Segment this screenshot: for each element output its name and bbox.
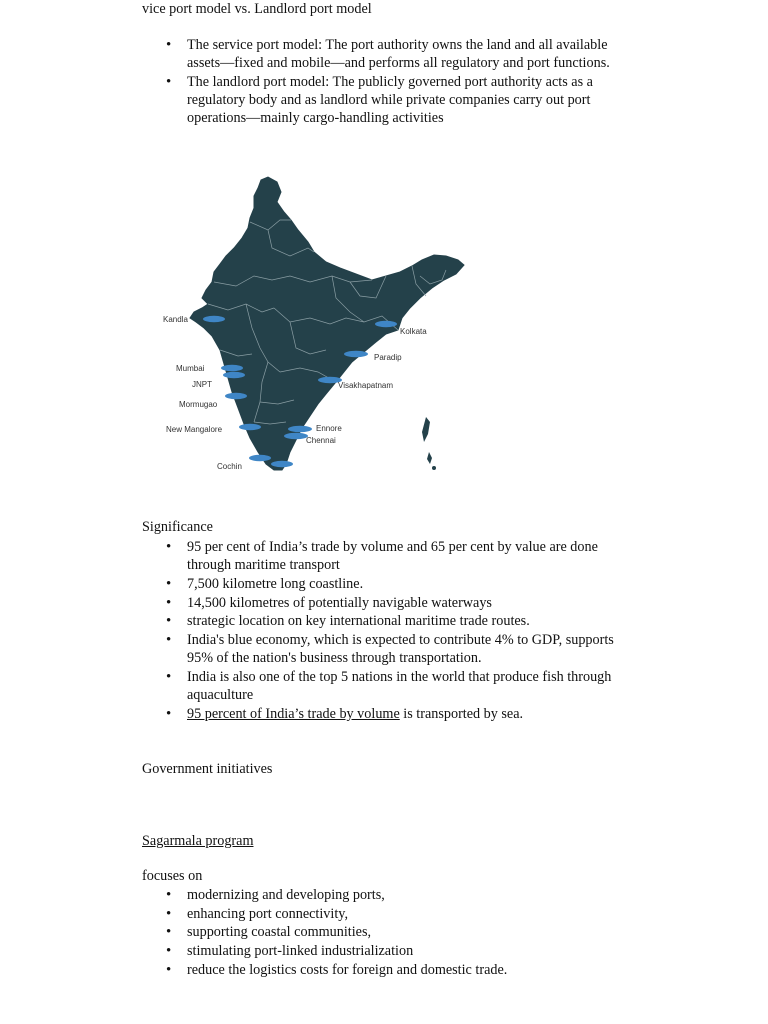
label-cochin: Cochin	[217, 462, 242, 471]
list-item: • reduce the logistics costs for foreign and domestic trade.	[142, 961, 642, 979]
list-item: • 95 per cent of India’s trade by volume and 65 per cent by value are done through maritime transport	[142, 538, 642, 574]
section-title: vice port model vs. Landlord port model	[142, 1, 372, 17]
label-mormugao: Mormugao	[179, 400, 218, 409]
sagarmala-list	[142, 886, 642, 980]
port-models-list	[142, 36, 642, 128]
port-marker-mumbai	[221, 365, 243, 371]
list-item: • 7,500 kilometre long coastline.	[142, 575, 642, 593]
port-marker-kolkata	[375, 321, 397, 327]
list-item: • stimulating port-linked industrialization	[142, 942, 642, 960]
port-marker-kandla	[203, 316, 225, 322]
label-visakhapatnam: Visakhapatnam	[338, 381, 393, 390]
port-marker-new-mangalore	[239, 424, 261, 430]
label-chennai: Chennai	[306, 436, 336, 445]
list-item: • India is also one of the top 5 nations in the world that produce fish through aquaculture	[142, 668, 642, 704]
trade-volume-link[interactable]: 95 percent of India’s trade by volume	[187, 705, 400, 722]
list-item: • modernizing and developing ports,	[142, 886, 642, 904]
label-kandla: Kandla	[163, 315, 188, 324]
list-item: • India's blue economy, which is expected to contribute 4% to GDP, supports 95% of the nation's business through transportation.	[142, 631, 642, 667]
list-item: • 14,500 kilometres of potentially navigable waterways	[142, 594, 642, 612]
india-ports-map	[150, 172, 480, 482]
port-marker-paradip	[344, 351, 368, 357]
list-item: • enhancing port connectivity,	[142, 905, 642, 923]
label-kolkata: Kolkata	[400, 327, 427, 336]
port-marker-ennore	[288, 426, 312, 432]
list-item: • The service port model: The port authority owns the land and all available assets—fixed and mobile—and performs all regulatory and port functions.	[142, 36, 642, 72]
list-item: • supporting coastal communities,	[142, 923, 642, 941]
port-marker-cochin	[249, 455, 271, 461]
label-mumbai: Mumbai	[176, 364, 205, 373]
list-item	[142, 705, 642, 723]
significance-list	[142, 538, 642, 724]
list-item: • strategic location on key international maritime trade routes.	[142, 612, 642, 630]
list-item-text: is transported by sea.	[399, 705, 524, 722]
list-item: • The landlord port model: The publicly governed port authority acts as a regulatory body and as landlord while private companies carry out port operations—mainly cargo-handling activities	[142, 73, 642, 128]
label-jnpt: JNPT	[192, 380, 212, 389]
label-paradip: Paradip	[374, 353, 402, 362]
port-marker-jnpt	[223, 372, 245, 378]
sagarmala-heading[interactable]: Sagarmala program	[142, 833, 254, 849]
label-new-mangalore: New Mangalore	[166, 425, 223, 434]
port-marker-chennai	[284, 433, 308, 439]
andaman-islands	[422, 417, 430, 442]
government-initiatives-heading: Government initiatives	[142, 761, 273, 777]
significance-heading: Significance	[142, 519, 213, 535]
focuses-on-text: focuses on	[142, 868, 203, 884]
label-ennore: Ennore	[316, 424, 342, 433]
port-marker-mormugao	[225, 393, 247, 399]
